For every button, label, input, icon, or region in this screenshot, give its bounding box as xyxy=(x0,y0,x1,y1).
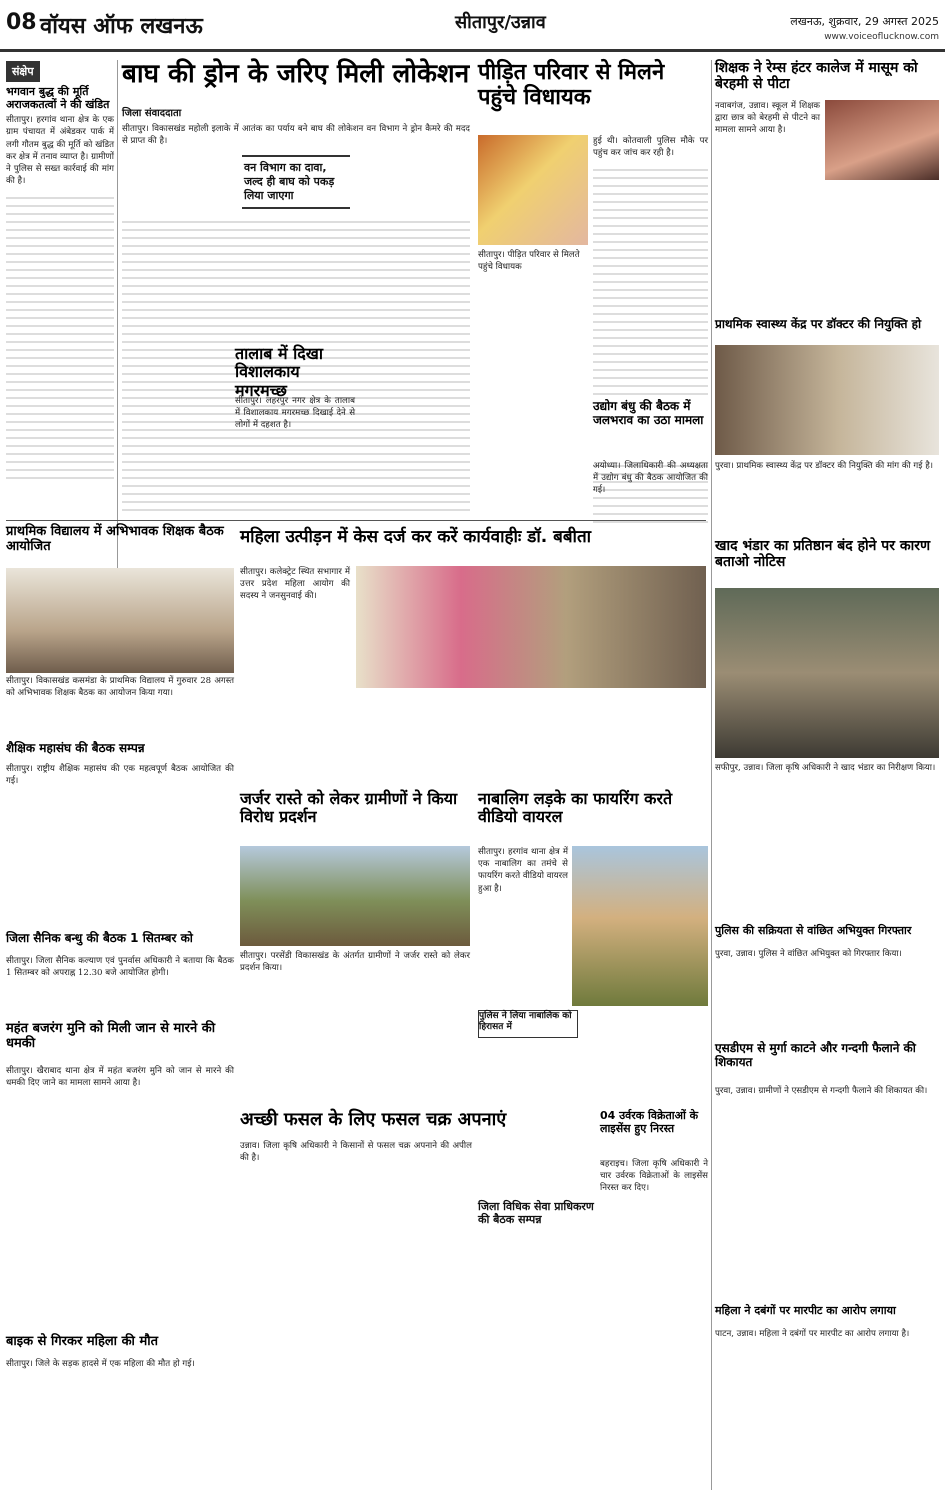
license-headline: 04 उर्वरक विक्रेताओं के लाइसेंस हुए निरस्त xyxy=(600,1109,699,1135)
assault-story: पाटन, उन्नाव। महिला ने दबंगों पर मारपीट का आरोप लगाया है। xyxy=(715,1329,910,1339)
women-headline: महिला उत्पीड़न में केस दर्ज कर करें कार्यवाहीः डॉ. बबीता xyxy=(240,527,592,547)
license-story: बहराइच। जिला कृषि अधिकारी ने चार उर्वरक विक्रेताओं के लाइसेंस निरस्त कर दिए। xyxy=(600,1159,708,1194)
udyog-headline: उद्योग बंधु की बैठक में जलभराव का उठा मामला xyxy=(593,400,708,460)
victim-headline: पीड़ित परिवार से मिलने पहुंचे विधायक xyxy=(478,60,665,111)
udyog-story: अयोध्या। जिलाधिकारी की अध्यक्षता में उद्योग बंधु की बैठक आयोजित की गई। xyxy=(593,461,708,496)
drone-body: सीतापुर। विकासखंड महोली इलाके में आतंक का पर्याय बने बाघ की लोकेशन वन विभाग ने ड्रोन कैमरे की मदद से प्राप्त की है। xyxy=(122,124,470,147)
page-number: 08 xyxy=(6,10,37,35)
sdm-headline: एसडीएम से मुर्गा काटने और गन्दगी फैलाने की शिकायत xyxy=(715,1041,916,1069)
brief-title-0: भगवान बुद्ध की मूर्ति अराजकतत्वों ने की खंडित xyxy=(6,85,110,111)
police-headline: पुलिस की सक्रियता से वांछित अभियुक्त गिरफ्तार xyxy=(715,924,912,937)
firing-story: सीतापुर। हरगांव थाना क्षेत्र में एक नाबालिग का तमंचे से फायरिंग करते वीडियो वायरल हुआ है। xyxy=(478,847,568,894)
road-story: सीतापुर। परसेंडी विकासखंड के अंतर्गत ग्रामीणों ने जर्जर रास्ते को लेकर प्रदर्शन किया। xyxy=(240,951,470,974)
website: www.voiceoflucknow.com xyxy=(824,32,939,42)
commission-photo xyxy=(356,566,706,688)
section-name: सीतापुर/उन्नाव xyxy=(455,12,546,33)
firing-pull: पुलिस ने लिया नाबालिक को हिरासत में xyxy=(478,1010,578,1038)
brief-title-4: महंत बजरंग मुनि को मिली जान से मारने की धमकी xyxy=(6,1021,216,1051)
school-photo xyxy=(6,568,234,673)
brief-title-5: बाइक से गिरकर महिला की मौत xyxy=(6,1334,159,1349)
brief-title-1: प्राथमिक विद्यालय में अभिभावक शिक्षक बैठक आयोजित xyxy=(6,524,224,554)
filler-text xyxy=(6,191,114,481)
brief-body-3: सीतापुर। जिला सैनिक कल्याण एवं पुनर्वास अधिकारी ने बताया कि बैठक 1 सितम्बर को अपराह्न 12.30 बजे आयोजित होगी। xyxy=(6,956,234,979)
firing-photo xyxy=(572,846,708,1006)
drone-byline: जिला संवाददाता xyxy=(122,108,182,119)
doctor-photo xyxy=(715,345,939,455)
drone-headline: बाघ की ड्रोन के जरिए मिली लोकेशन xyxy=(122,59,470,89)
brief-title-3: जिला सैनिक बन्धु की बैठक 1 सितम्बर को xyxy=(6,931,193,945)
farm-pull: जिला विधिक सेवा प्राधिकरण की बैठक सम्पन्न xyxy=(478,1200,594,1227)
drone-pull: वन विभाग का दावा, जल्द ही बाघ को पकड़ लिया जाएगा xyxy=(242,155,350,208)
teacher-story: नवाबगंज, उन्नाव। स्कूल में शिक्षक द्वारा छात्र को बेरहमी से पीटने का मामला सामने आया है। xyxy=(715,101,820,136)
teacher-headline: शिक्षक ने रेम्स हंटर कालेज में मासूम को बेरहमी से पीटा xyxy=(715,60,918,93)
health-headline: प्राथमिक स्वास्थ्य केंद्र पर डॉक्टर की नियुक्ति हो xyxy=(715,317,922,331)
brief-body-1: सीतापुर। विकासखंड कसमंडा के प्राथमिक विद्यालय में गुरुवार 28 अगस्त को अभिभावक शिक्षक बैठक का आयोजन किया गया। xyxy=(6,676,234,699)
paper-name: वॉयस ऑफ लखनऊ xyxy=(40,14,203,39)
women-story: सीतापुर। कलेक्ट्रेट स्थित सभागार में उत्तर प्रदेश महिला आयोग की सदस्य ने जनसुनवाई की। xyxy=(240,567,350,602)
masthead xyxy=(0,0,945,52)
health-story: पुरवा। प्राथमिक स्वास्थ्य केंद्र पर डॉक्टर की नियुक्ति की मांग की गई है। xyxy=(715,461,934,471)
brief-body-5: सीतापुर। जिले के सड़क हादसे में एक महिला की मौत हो गई। xyxy=(6,1359,195,1369)
injury-photo xyxy=(825,100,939,180)
sdm-story: पुरवा, उन्नाव। ग्रामीणों ने एसडीएम से गन्दगी फैलाने की शिकायत की। xyxy=(715,1086,928,1096)
victim-story: हुई थी। कोतवाली पुलिस मौके पर पहुंच कर जांच कर रही है। xyxy=(593,135,708,525)
mla-photo xyxy=(478,135,588,245)
road-headline: जर्जर रास्ते को लेकर ग्रामीणों ने किया विरोध प्रदर्शन xyxy=(240,789,458,827)
assault-headline: महिला ने दबंगों पर मारपीट का आरोप लगाया xyxy=(715,1304,896,1317)
victim-caption: सीतापुर। पीड़ित परिवार से मिलते पहुंचे विधायक xyxy=(478,250,580,272)
police-story: पुरवा, उन्नाव। पुलिस ने वांछित अभियुक्त को गिरफ्तार किया। xyxy=(715,949,902,959)
brief-body-4: सीतापुर। खैराबाद थाना क्षेत्र में महंत बजरंग मुनि को जान से मारने की धमकी दिए जाने का मामला सामने आया है। xyxy=(6,1066,234,1089)
firing-headline: नाबालिग लड़के का फायरिंग करते वीडियो वायरल xyxy=(478,789,673,827)
farm-headline: अच्छी फसल के लिए फसल चक्र अपनाएं xyxy=(240,1109,507,1130)
farm-story: उन्नाव। जिला कृषि अधिकारी ने किसानों से फसल चक्र अपनाने की अपील की है। xyxy=(240,1141,472,1164)
brief-title-2: शैक्षिक महासंघ की बैठक सम्पन्न xyxy=(6,741,145,755)
edition-date: लखनऊ, शुक्रवार, 29 अगस्त 2025 xyxy=(790,15,939,28)
brief-body-2: सीतापुर। राष्ट्रीय शैक्षिक महासंघ की एक महत्वपूर्ण बैठक आयोजित की गई। xyxy=(6,764,234,787)
brief-body-0: सीतापुर। हरगांव थाना क्षेत्र के एक ग्राम पंचायत में अंबेडकर पार्क में लगी गौतम बुद्ध की मूर्ति को खंडित कर क्षेत्र में तनाव व्याप्त है। ग्रामीणों ने पुलिस से सख्त कार्रवाई की मांग की है। xyxy=(6,115,114,187)
protest-photo xyxy=(240,846,470,946)
fertilizer-headline: खाद भंडार का प्रतिष्ठान बंद होने पर कारण बताओ नोटिस xyxy=(715,538,931,571)
pond-headline: तालाब में दिखा विशालकाय मगरमच्छ xyxy=(235,344,323,400)
brief-tag: संक्षेप xyxy=(6,61,40,82)
shop-photo xyxy=(715,588,939,758)
pond-story: सीतापुर। लहरपुर नगर क्षेत्र के तालाब में विशालकाय मगरमच्छ दिखाई देने से लोगों में दहशत है। xyxy=(235,396,355,431)
fertilizer-story: सफीपुर, उन्नाव। जिला कृषि अधिकारी ने खाद भंडार का निरीक्षण किया। xyxy=(715,763,936,773)
